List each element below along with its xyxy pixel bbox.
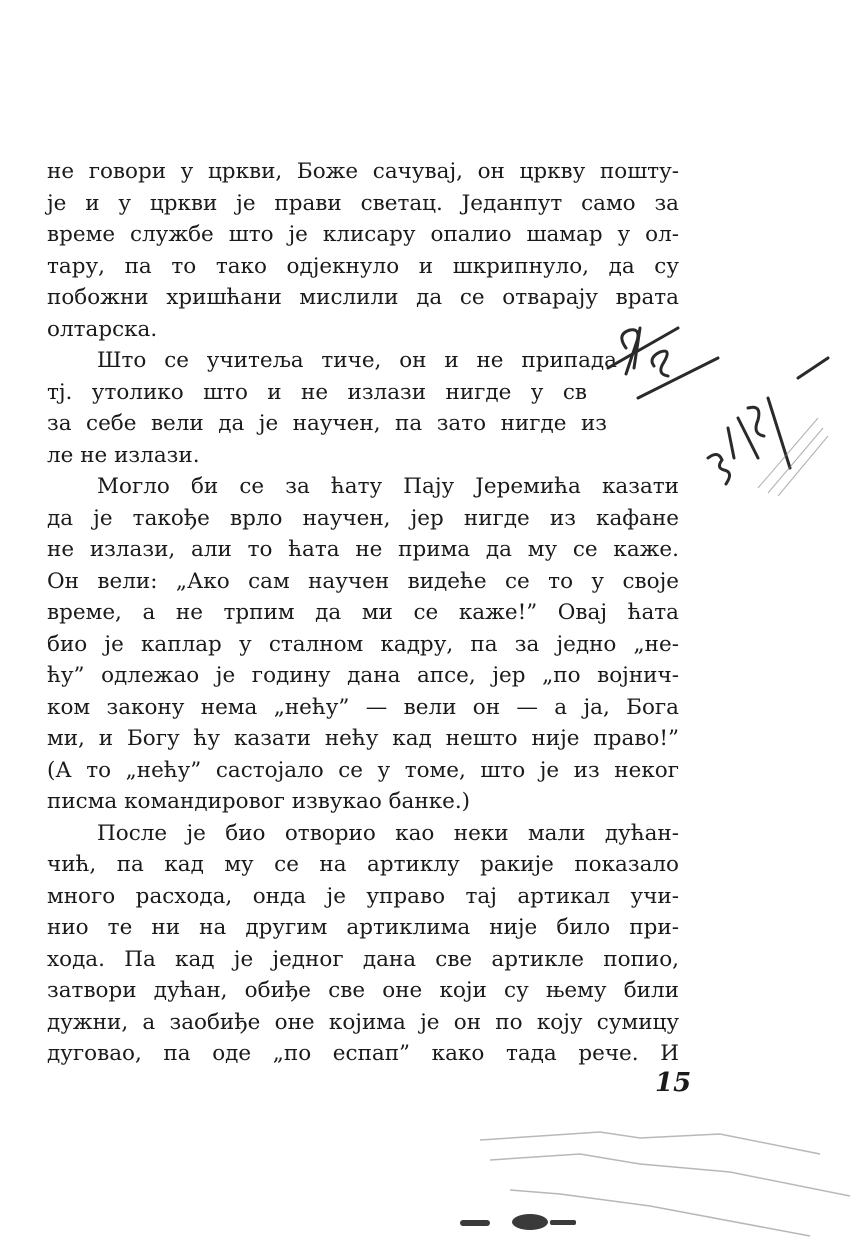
library-stamp [450, 1120, 850, 1248]
text-line-7: Што се учитеља тиче, он и не припада [97, 348, 617, 373]
text-line-2: је и у цркви је прави светац. Једанпут само за [47, 190, 679, 216]
text-line-21: писма командировог извукао банке.) [47, 789, 471, 814]
text-line-27: затвори дућан, обиђе све оне који су њему били [47, 978, 679, 1003]
page-number: 15 [655, 1068, 692, 1098]
text-line-5: побожни хришћани мислили да се отварају врата [47, 285, 679, 310]
text-line-13: не излази, али то ћата не прима да му се каже. [47, 537, 679, 562]
text-line-28: дужни, а заобиђе оне којима је он по коју сумицу [47, 1009, 679, 1035]
text-line-20: (А то „нећу” састојало се у томе, што је из неког [47, 757, 679, 783]
text-line-19: ми, и Богу ћу казати нећу кад нешто није право!” [47, 726, 679, 751]
text-line-17: ћу” одлежао је годину дана апсе, јер „по војнич- [47, 663, 679, 688]
handwritten-annotation [598, 308, 838, 508]
text-line-8: тј. утолико што и не излази нигде у св [47, 379, 587, 405]
text-line-18: ком закону нема „нећу” — вели он — а ја, Бога [47, 694, 679, 720]
text-line-14: Он вели: „Ако сам научен видеће се то у своје [47, 568, 679, 594]
text-line-11: Могло би се за ћату Пају Јеремића казати [97, 474, 679, 499]
text-line-16: био је каплар у сталном кадру, па за једно „не- [47, 631, 679, 657]
text-line-1: не говори у цркви, Боже сачувај, он цркву пошту- [47, 159, 679, 184]
body-text [47, 156, 679, 1070]
text-line-25: нио те ни на другим артиклима није било при- [47, 915, 679, 940]
text-line-29: дуговао, па оде „по еспап” како тада рече. И [47, 1041, 679, 1066]
text-line-26: хода. Па кад је једног дана све артикле попио, [47, 946, 679, 972]
text-line-6: олтарска. [47, 316, 158, 342]
text-line-4: тару, па то тако одјекнуло и шкрипнуло, да су [47, 253, 679, 279]
text-line-24: много расхода, онда је управо тај артикал учи- [47, 883, 679, 909]
text-line-23: чић, па кад му се на артиклу ракије показало [47, 852, 679, 877]
text-line-10: ле не излази. [47, 442, 200, 468]
text-line-12: да је такође врло научен, јер нигде из кафане [47, 505, 679, 531]
text-line-22: После је био отворио као неки мали дућан- [97, 820, 679, 846]
text-line-3: време службе што је клисару опалио шамар у ол- [47, 222, 679, 247]
text-line-9: за себе вели да је научен, па зато нигде из [47, 411, 607, 436]
text-line-15: време, а не трпим да ми се каже!” Овај ћата [47, 600, 679, 625]
